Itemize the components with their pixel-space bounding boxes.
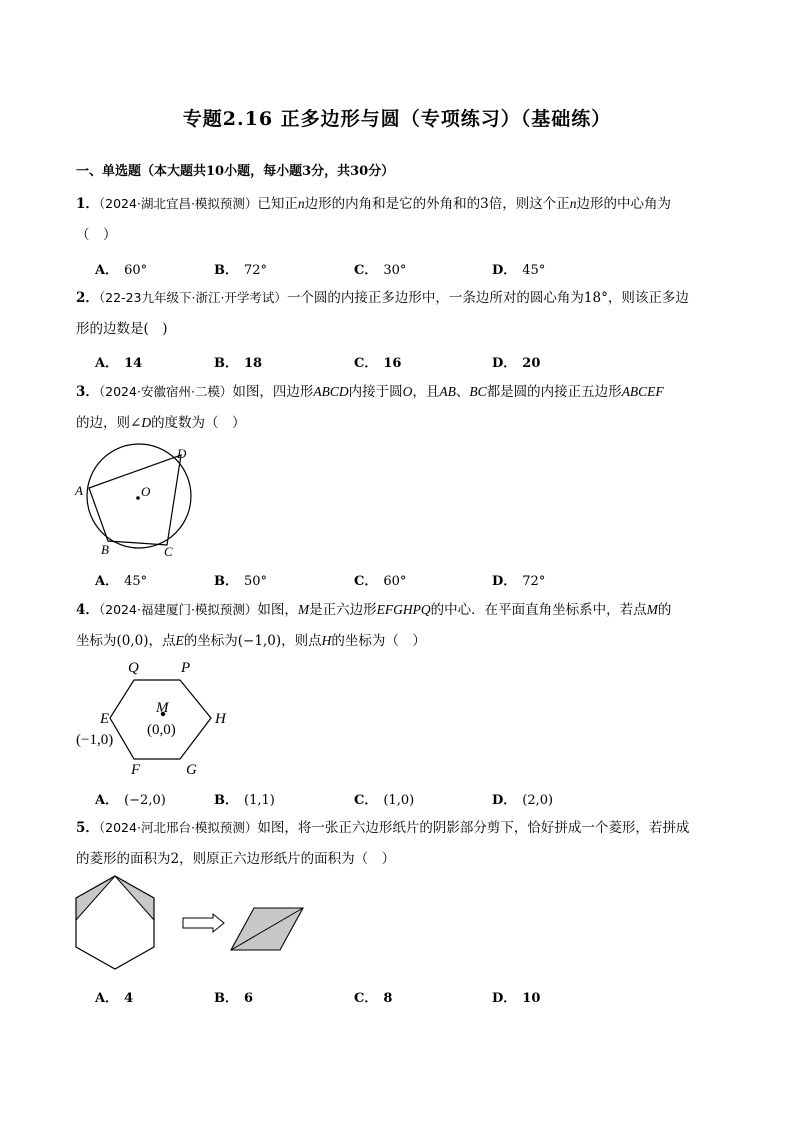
option-text: 16 — [383, 356, 402, 371]
section-heading: 一、单选题（本大题共10小题，每小题3分，共30分） — [76, 164, 395, 179]
option-text: 20 — [522, 356, 541, 371]
option-text: (−2,0) — [124, 793, 166, 808]
circle-quadrilateral-figure — [70, 440, 205, 560]
math-variable: n — [297, 196, 305, 211]
question-text: 、 — [455, 384, 470, 400]
option-text: 72° — [522, 574, 546, 589]
option-c[interactable] — [354, 987, 392, 1006]
question-text: 边形的内角和是它的外角和的3倍，则这个正 — [304, 196, 570, 212]
math-variable: EFGHPQ — [376, 602, 431, 617]
option-label: D． — [492, 574, 517, 589]
label-d: D — [177, 446, 187, 461]
option-label: C． — [354, 263, 378, 278]
option-c[interactable] — [354, 789, 414, 808]
option-label: C． — [354, 574, 378, 589]
question-source: （22-23九年级下·浙江·开学考试） — [98, 290, 287, 305]
option-text: 50° — [244, 574, 268, 589]
question-source: （2024·安徽宿州·二模） — [98, 384, 233, 399]
question-number: 1． — [76, 196, 99, 212]
option-label: B． — [214, 263, 238, 278]
question-4-line-2 — [76, 631, 426, 651]
option-text: 4 — [124, 991, 134, 1006]
question-1-line-1 — [76, 194, 671, 214]
option-label: B． — [214, 793, 238, 808]
math-variable: M — [297, 602, 310, 617]
math-variable: ABCEF — [621, 384, 664, 399]
math-variable: H — [321, 633, 332, 648]
option-c[interactable] — [354, 570, 406, 589]
question-5-line-1 — [76, 818, 689, 838]
math-variable: BC — [469, 384, 487, 399]
option-label: A． — [95, 356, 119, 371]
option-label: D． — [492, 263, 517, 278]
option-label: B． — [214, 356, 238, 371]
label-c: C — [164, 544, 173, 559]
question-1-line-2: （ ） — [76, 227, 117, 243]
hexagon-efghpq — [110, 680, 211, 759]
math-variable: M — [646, 602, 658, 617]
question-number: 2． — [76, 290, 99, 306]
question-text: 的中心．在平面直角坐标系中，若点 — [430, 602, 647, 618]
option-label: C． — [354, 356, 378, 371]
option-b[interactable] — [214, 352, 262, 371]
option-d[interactable] — [492, 259, 545, 278]
label-f: F — [131, 762, 141, 778]
option-text: 60° — [383, 574, 407, 589]
arrow-right-icon — [183, 914, 224, 932]
option-text: (1,0) — [383, 793, 415, 808]
option-label: B． — [214, 991, 238, 1006]
question-text: 的 — [657, 602, 672, 618]
option-text: 14 — [124, 356, 143, 371]
option-label: A． — [95, 263, 119, 278]
question-3-line-1 — [76, 382, 664, 402]
math-variable: ABCD — [313, 384, 349, 399]
question-text: 如图，将一张正六边形纸片的阴影部分剪下，恰好拼成一个菱形，若拼成 — [257, 820, 690, 836]
option-text: (2,0) — [522, 793, 554, 808]
option-text: 45° — [522, 263, 546, 278]
option-label: D． — [492, 991, 517, 1006]
option-label: A． — [95, 793, 119, 808]
math-variable: D — [141, 415, 152, 430]
question-text: ，则点 — [281, 633, 322, 649]
question-text: 坐标为 — [76, 633, 117, 649]
option-text: 60° — [124, 263, 148, 278]
option-text: 6 — [244, 991, 254, 1006]
question-text: ，且 — [412, 384, 440, 400]
question-text: 的坐标为 — [183, 633, 238, 649]
option-a[interactable] — [95, 987, 133, 1006]
option-b[interactable] — [214, 987, 253, 1006]
hexagon-rhombus-figure — [70, 872, 310, 980]
question-text: 已知正 — [257, 196, 298, 212]
option-label: D． — [492, 356, 517, 371]
question-text: 的边，则∠ — [76, 415, 142, 431]
question-text: 是正六边形 — [309, 602, 377, 618]
label-b: B — [101, 542, 109, 557]
label-e-coordinate: (−1,0) — [76, 732, 114, 748]
question-number: 3． — [76, 384, 99, 400]
label-g: G — [186, 762, 197, 778]
question-text: 边形的中心角为 — [576, 196, 672, 212]
label-origin: (0,0) — [147, 722, 176, 738]
hexagon-coordinate-figure — [72, 655, 242, 780]
math-variable: O — [402, 384, 413, 399]
option-text: 18 — [244, 356, 263, 371]
math-expression: (−1,0) — [237, 633, 282, 649]
option-b[interactable] — [214, 259, 267, 278]
math-expression: (0,0) — [116, 633, 149, 649]
option-text: 72° — [244, 263, 268, 278]
option-label: C． — [354, 793, 378, 808]
question-source: （2024·湖北宜昌·模拟预测） — [98, 196, 258, 211]
question-2-line-1 — [76, 288, 689, 308]
option-text: 30° — [383, 263, 407, 278]
center-point — [136, 496, 140, 500]
option-a[interactable] — [95, 570, 147, 589]
question-text: 一个圆的内接正多边形中，一条边所对的圆心角为18°，则该正多边 — [286, 290, 689, 306]
option-a[interactable] — [95, 259, 147, 278]
question-2-line-2: 形的边数是( ) — [76, 321, 168, 337]
question-text: 都是圆的内接正五边形 — [486, 384, 622, 400]
question-4-line-1 — [76, 600, 671, 620]
question-text: 的坐标为（ ） — [331, 633, 426, 649]
option-label: B． — [214, 574, 238, 589]
question-5-line-2: 的菱形的面积为2，则原正六边形纸片的面积为（ ） — [76, 851, 396, 867]
option-b[interactable] — [214, 570, 267, 589]
question-3-line-2 — [76, 413, 246, 433]
hexagon-outline — [76, 876, 154, 969]
math-variable: E — [175, 633, 184, 648]
option-b[interactable] — [214, 789, 275, 808]
option-text: 45° — [124, 574, 148, 589]
circle-outline — [87, 444, 191, 548]
question-source: （2024·福建厦门·模拟预测） — [98, 602, 258, 617]
option-d[interactable] — [492, 570, 545, 589]
option-text: 10 — [522, 991, 541, 1006]
label-a: A — [75, 483, 83, 498]
label-m: M — [156, 700, 169, 716]
question-text: ，点 — [148, 633, 176, 649]
option-a[interactable] — [95, 789, 166, 808]
option-label: A． — [95, 574, 119, 589]
option-text: 8 — [383, 991, 393, 1006]
label-h: H — [215, 711, 226, 727]
question-text: 如图，四边形 — [232, 384, 314, 400]
label-e: E — [100, 711, 110, 727]
question-text: 的度数为（ ） — [151, 415, 246, 431]
option-text: (1,1) — [244, 793, 275, 808]
question-source: （2024·河北邢台·模拟预测） — [98, 820, 258, 835]
option-label: D． — [492, 793, 517, 808]
option-a[interactable] — [95, 352, 142, 371]
quadrilateral-abcd — [89, 455, 181, 545]
option-c[interactable] — [354, 352, 401, 371]
page-title: 专题2.16 正多边形与圆（专项练习）（基础练） — [182, 108, 612, 130]
label-q: Q — [128, 660, 139, 676]
label-o: O — [141, 484, 151, 499]
label-p: P — [181, 660, 191, 676]
question-number: 5． — [76, 820, 99, 836]
option-d[interactable] — [492, 789, 553, 808]
math-variable: AB — [439, 384, 456, 399]
question-text: 如图， — [257, 602, 298, 618]
math-variable: n — [569, 196, 577, 211]
question-text: 内接于圆 — [348, 384, 403, 400]
question-number: 4． — [76, 602, 99, 618]
option-label: C． — [354, 991, 378, 1006]
option-d[interactable] — [492, 352, 540, 371]
option-label: A． — [95, 991, 119, 1006]
option-c[interactable] — [354, 259, 406, 278]
option-d[interactable] — [492, 987, 540, 1006]
